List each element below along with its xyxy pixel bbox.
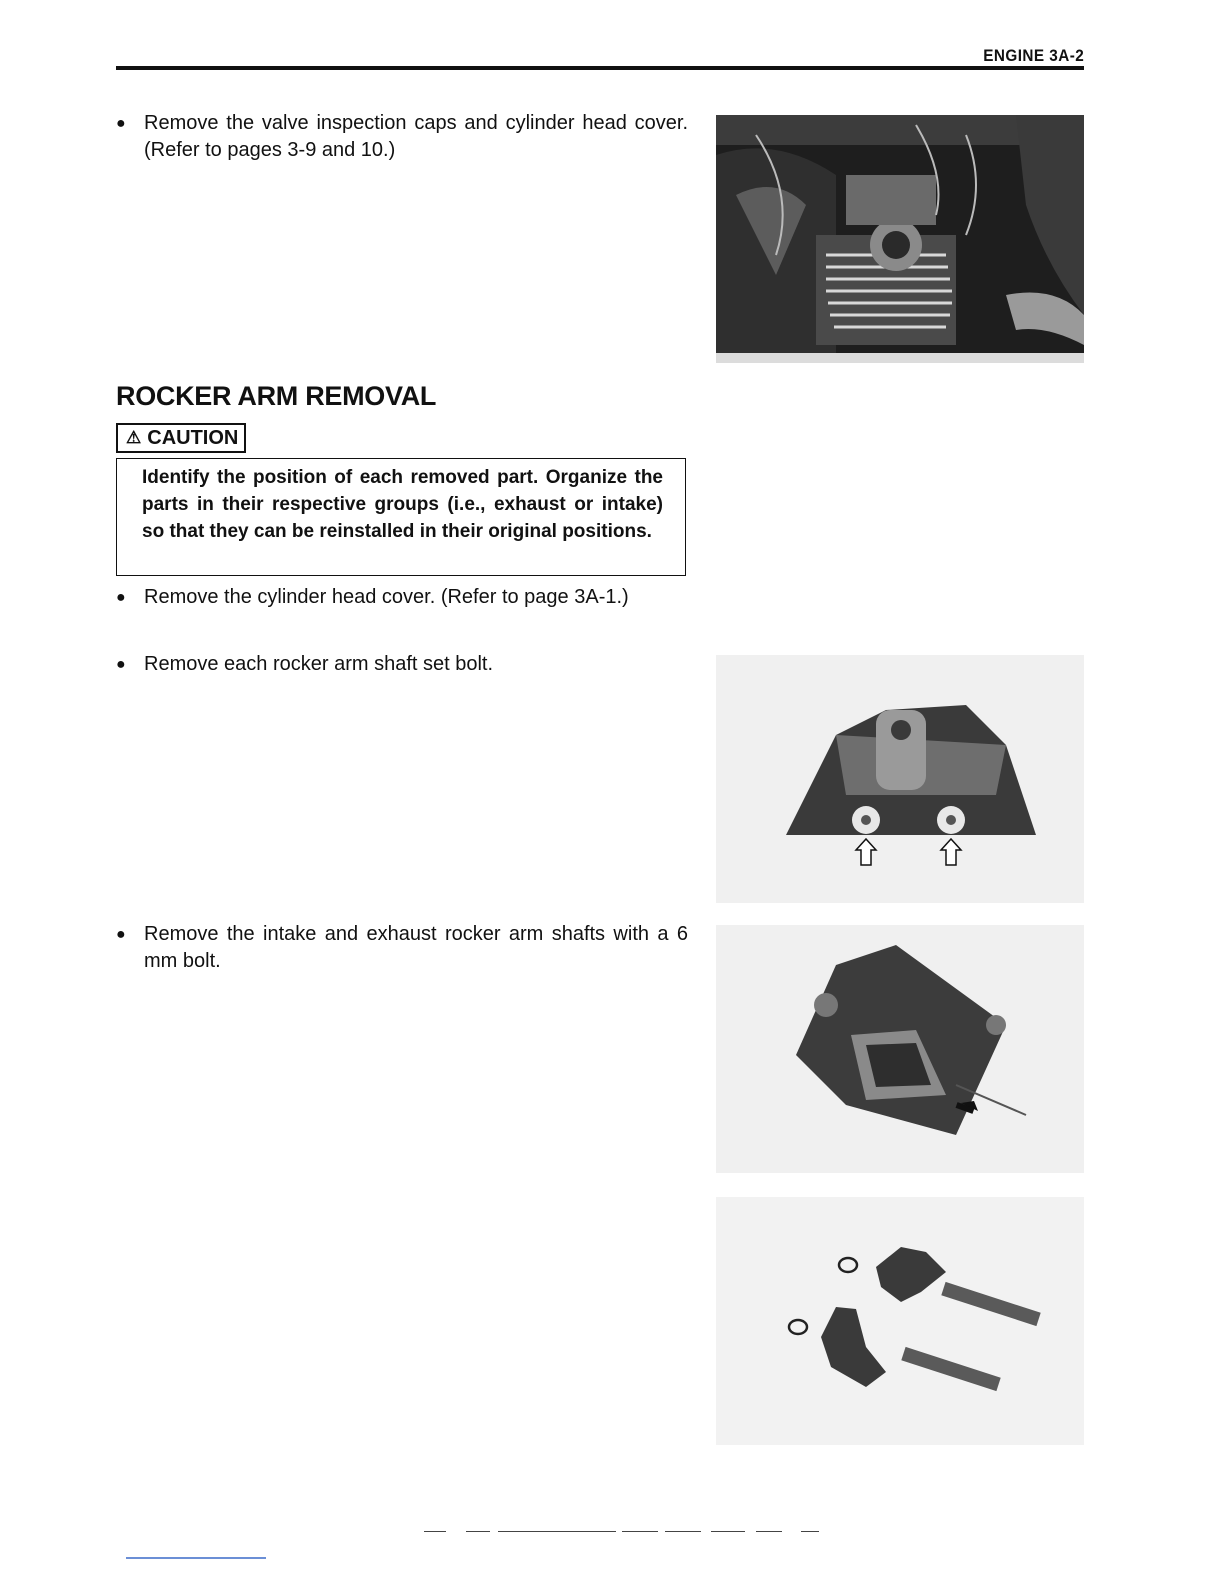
caution-text: Identify the position of each removed part. Organize the parts in their respective groups (i.e., exhaust or intake) so that they can be reinstalled in their original positions. bbox=[142, 467, 663, 542]
caution-box bbox=[116, 458, 686, 576]
bullet-icon: ● bbox=[116, 589, 126, 606]
bullet-icon: ● bbox=[116, 926, 126, 943]
footer-rule-segment bbox=[498, 1531, 616, 1532]
cylinder-head-bolts-photo bbox=[716, 655, 1084, 903]
header-rule bbox=[116, 66, 1084, 70]
engine-photo bbox=[716, 115, 1084, 363]
step-item bbox=[116, 651, 688, 678]
bullet-icon: ● bbox=[116, 656, 126, 673]
section-title: ROCKER ARM REMOVAL bbox=[116, 381, 437, 411]
step-text: Remove the intake and exhaust rocker arm shafts with a 6 mm bolt. bbox=[144, 923, 688, 972]
rocker-shaft-removal-photo bbox=[716, 925, 1084, 1173]
footer-rule-segment bbox=[711, 1531, 745, 1532]
warning-triangle-icon: ⚠ bbox=[126, 428, 142, 447]
caution-tag bbox=[116, 423, 246, 453]
step-item bbox=[116, 921, 688, 975]
step-item bbox=[116, 110, 688, 164]
step-text: Remove the cylinder head cover. (Refer to page 3A-1.) bbox=[144, 586, 629, 608]
step-text: Remove each rocker arm shaft set bolt. bbox=[144, 653, 494, 675]
rocker-arms-shafts-photo bbox=[716, 1197, 1084, 1445]
page-header-label: ENGINE 3A-2 bbox=[982, 46, 1084, 65]
step-item bbox=[116, 584, 688, 611]
footer-rule-segment bbox=[665, 1531, 701, 1532]
step-text: Remove the valve inspection caps and cylinder head cover. (Refer to pages 3-9 and 10.) bbox=[144, 112, 688, 161]
footer-rule-segment bbox=[801, 1531, 819, 1532]
caution-label: CAUTION bbox=[147, 427, 239, 449]
footer-rule-segment bbox=[756, 1531, 782, 1532]
footer-rule-segment bbox=[424, 1531, 446, 1532]
bullet-icon: ● bbox=[116, 115, 126, 132]
footer-rule-segment bbox=[622, 1531, 658, 1532]
scan-edge-line bbox=[126, 1557, 266, 1559]
footer-rule-segment bbox=[466, 1531, 490, 1532]
